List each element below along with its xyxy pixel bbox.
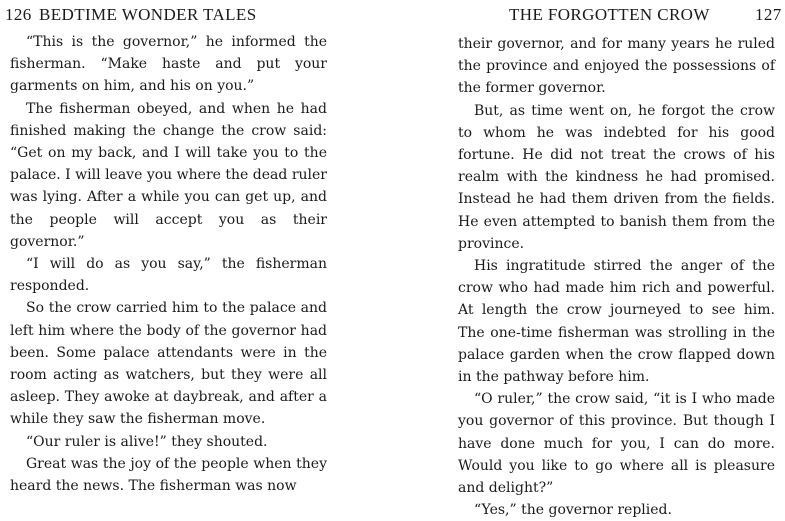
paragraph: “Yes,” the governor replied.	[474, 502, 672, 519]
paragraph: So the crow carried him to the palace and left him where the body of the governor had been. Some palace attendants were in the room acting as watchers, but they were all asleep. They awoke at daybreak, and after a while they saw the fisherman move.	[10, 300, 327, 428]
paragraph: “O ruler,” the crow said, “it is I who made you governor of this province. But though I have done much for you, I can do more. Would you like to go where all is pleasure and delight?”	[458, 391, 775, 497]
page-number: 127	[755, 5, 782, 24]
paragraph: But, as time went on, he forgot the crow to whom he was indebted for his good fortune. He did not treat the crows of his realm with the kindness he had promised. Instead he had them driven from the fields. He even attempted to banish them from the province.	[458, 102, 775, 252]
running-head: BEDTIME WONDER TALES	[39, 5, 257, 24]
paragraph: “Our ruler is alive!” they shouted.	[26, 433, 268, 450]
running-head: THE FORGOTTEN CROW	[509, 5, 710, 24]
paragraph: “This is the governor,” he informed the fisherman. “Make haste and put your garments on him, and his on you.”	[10, 34, 327, 95]
page-number: 126	[5, 5, 32, 24]
left-page-body	[10, 31, 327, 497]
paragraph: The fisherman obeyed, and when he had finished making the change the crow said: “Get on my back, and I will take you to the palace. I will leave you where the dead ruler was lying. After a while you can get up, and the people will accept you as their governor.”	[10, 100, 327, 250]
paragraph: His ingratitude stirred the anger of the crow who had made him rich and powerful. At length the crow journeyed to see him. The one-time fisherman was strolling in the palace garden when the crow flapped down in the pathway before him.	[458, 258, 775, 386]
right-page	[392, 0, 785, 519]
paragraph: Great was the joy of the people when they heard the news. The fisherman was now	[10, 455, 327, 495]
left-page	[0, 0, 392, 495]
right-page-body	[458, 33, 775, 521]
paragraph-continued: their governor, and for many years he ruled the province and enjoyed the possessions of the former governor.	[458, 36, 775, 97]
paragraph: “I will do as you say,” the fisherman responded.	[10, 256, 327, 295]
